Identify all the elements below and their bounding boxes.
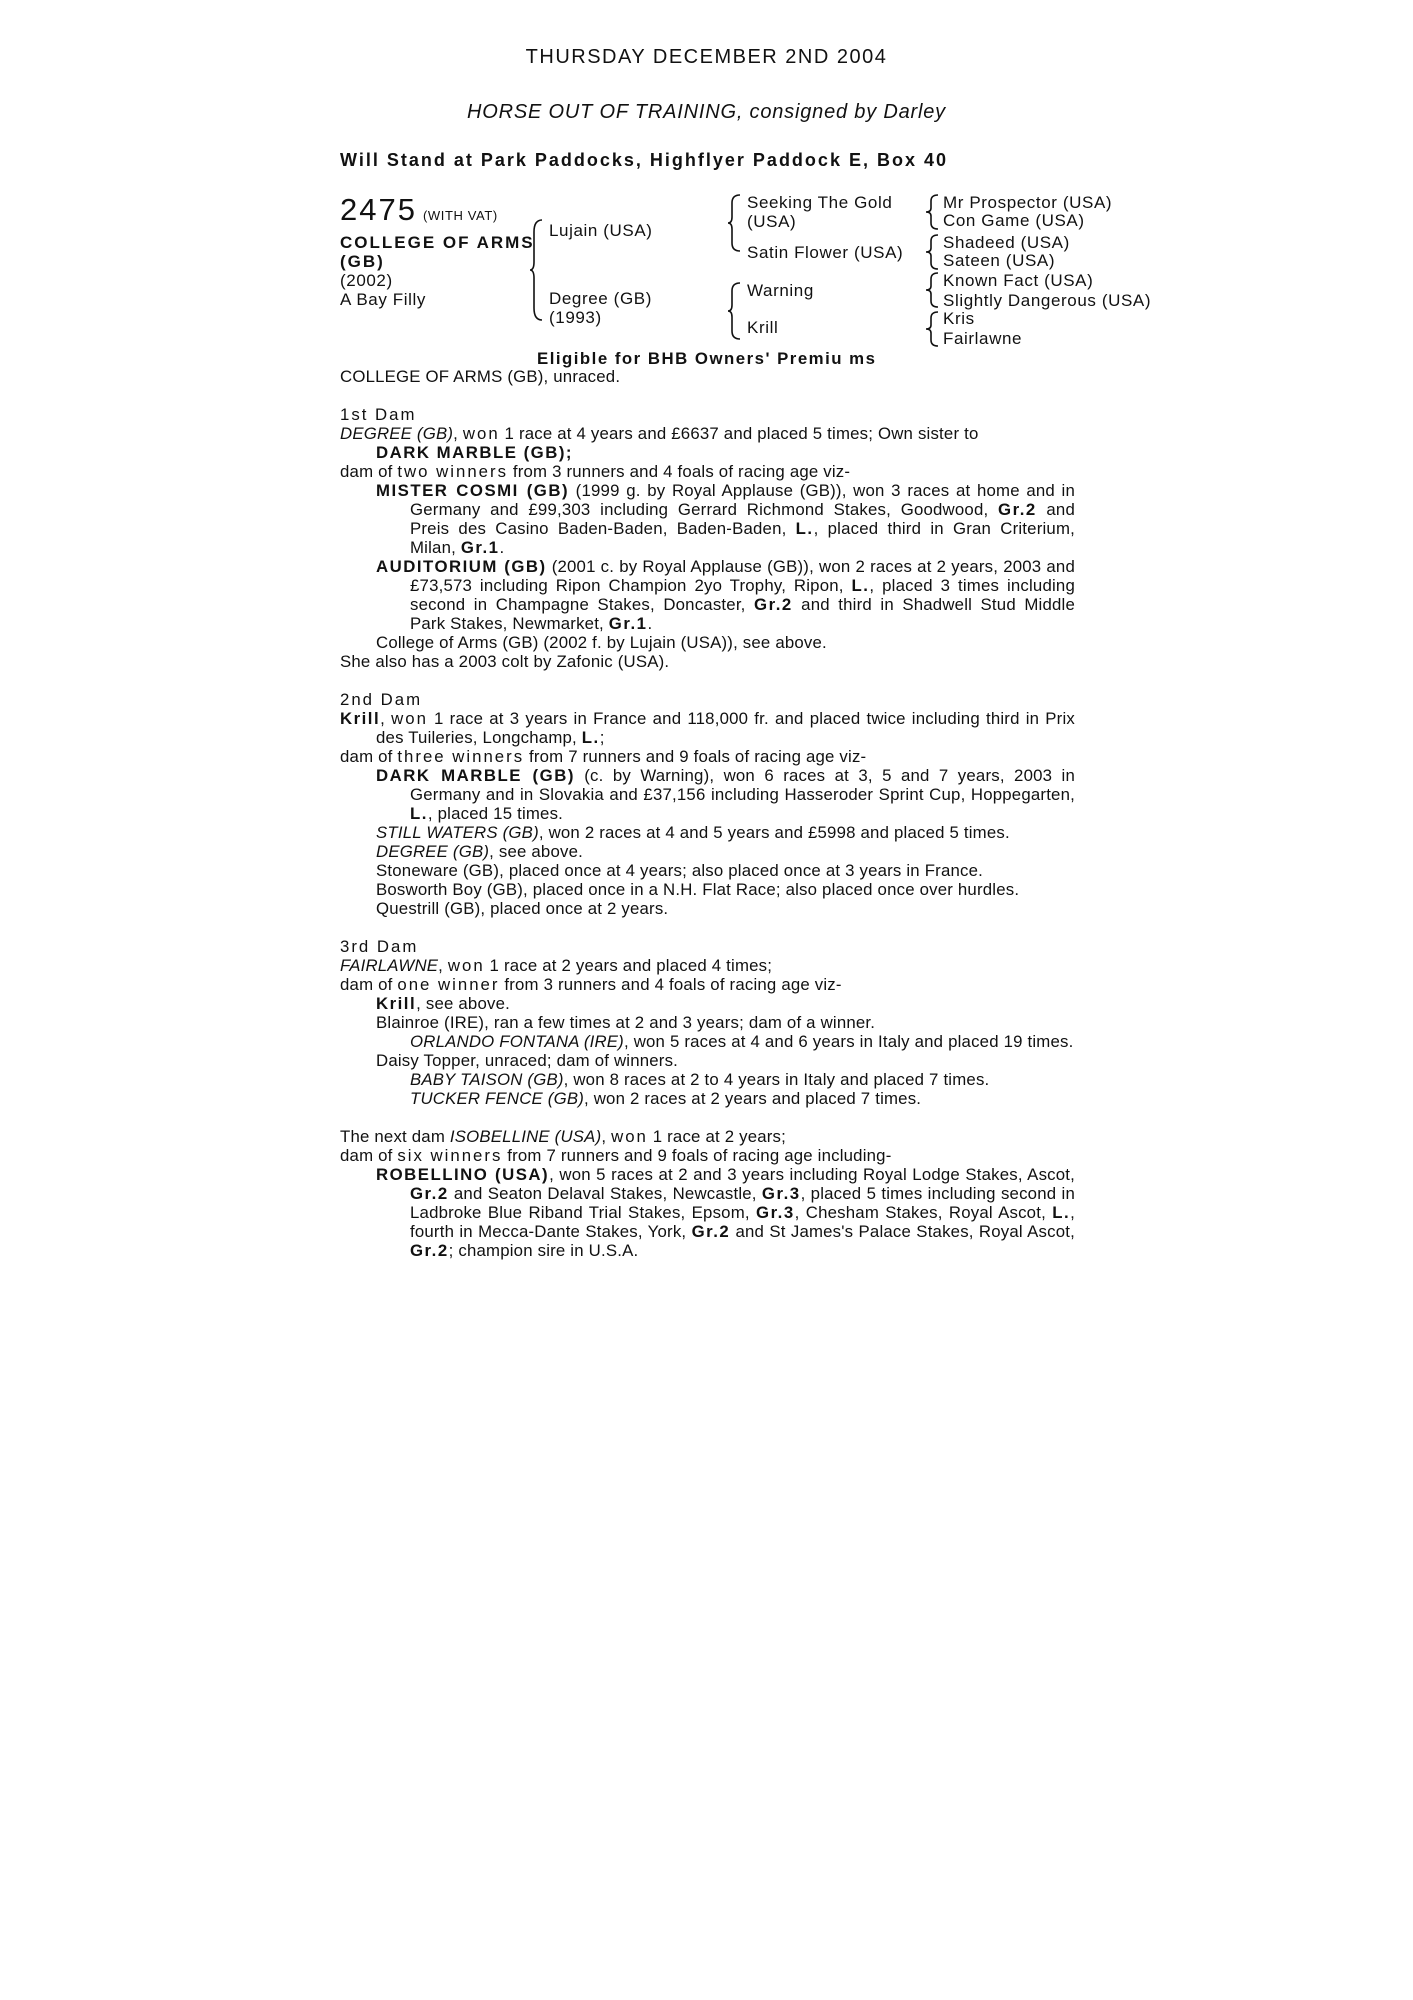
sale-date: THURSDAY DECEMBER 2ND 2004 <box>525 46 888 68</box>
second-dam-produce-1: DARK MARBLE (GB) (c. by Warning), won 6 races at 3, 5 and 7 years, 2003 in Germany and in Slovakia and £37,156 including Hasseroder Sprint Cup, Hoppegarten, L., placed 15 times. <box>376 766 1075 823</box>
pedigree-dam-sire: Warning <box>747 281 814 300</box>
next-dam-produce-1: ROBELLINO (USA), won 5 races at 2 and 3 years including Royal Lodge Stakes, Ascot, Gr.2 and Seaton Delaval Stakes, Newcastle, Gr.3, placed 5 times including second in Ladbroke Blue Riband Trial Stakes, Epsom, Gr.3, Chesham Stakes, Royal Ascot, L., fourth in Mecca-Dante Stakes, York, Gr.2 and St James's Palace Stakes, Royal Ascot, Gr.2; champion sire in U.S.A. <box>376 1165 1076 1260</box>
horse-year: (2002) <box>340 271 393 290</box>
pedigree-g7: Kris <box>943 309 975 328</box>
pedigree-brace-g3 <box>926 271 940 309</box>
second-dam-heading: 2nd Dam <box>340 690 423 709</box>
pedigree-brace-main <box>530 218 544 322</box>
pedigree-dam: Degree (GB) <box>549 289 652 308</box>
third-dam-grandproduce-2: BABY TAISON (GB), won 8 races at 2 to 4 years in Italy and placed 7 times. <box>410 1070 990 1089</box>
pedigree-brace-sire <box>728 193 742 253</box>
pedigree-g4: Sateen (USA) <box>943 251 1056 270</box>
pedigree-sire-dam: Satin Flower (USA) <box>747 243 904 262</box>
pedigree-sire: Lujain (USA) <box>549 221 653 240</box>
second-dam-produce-4: Stoneware (GB), placed once at 4 years; also placed once at 3 years in France. <box>376 861 983 880</box>
lot-number: 2475 <box>340 192 417 227</box>
horse-origin: (GB) <box>340 252 385 271</box>
vat-note: (WITH VAT) <box>422 208 498 223</box>
first-dam-note: She also has a 2003 colt by Zafonic (USA). <box>340 652 670 671</box>
second-dam-produce-3: DEGREE (GB), see above. <box>376 842 583 861</box>
third-dam-produce-1: Krill, see above. <box>376 994 510 1013</box>
next-dam-summary: dam of six winners from 7 runners and 9 foals of racing age including- <box>340 1146 892 1165</box>
pedigree-g8: Fairlawne <box>943 329 1023 348</box>
first-dam-summary: dam of two winners from 3 runners and 4 foals of racing age viz- <box>340 462 851 481</box>
eligibility-note: Eligible for BHB Owners' Premiu ms <box>537 349 877 368</box>
catalogue-body <box>340 367 1075 1260</box>
horse-name: COLLEGE OF ARMS <box>340 233 535 252</box>
third-dam-grandproduce-3: TUCKER FENCE (GB), won 2 races at 2 years and placed 7 times. <box>410 1089 922 1108</box>
pedigree-dam-dam: Krill <box>747 318 779 337</box>
pedigree-g3: Shadeed (USA) <box>943 233 1070 252</box>
pedigree-brace-dam <box>728 281 742 341</box>
pedigree-sire-sire-origin: (USA) <box>747 212 797 231</box>
intro-line: COLLEGE OF ARMS (GB), unraced. <box>340 367 621 386</box>
lot-block <box>340 192 498 228</box>
pedigree-brace-g4 <box>926 310 940 348</box>
consignment-line: HORSE OUT OF TRAINING, consigned by Darley <box>467 101 946 123</box>
first-dam-produce-1: MISTER COSMI (GB) (1999 g. by Royal Applause (GB)), won 3 races at home and in Germany and £99,303 including Gerrard Richmond Stakes, Goodwood, Gr.2 and Preis des Casino Baden-Baden, Baden-Baden, L., placed third in Gran Criterium, Milan, Gr.1. <box>376 481 1076 557</box>
pedigree-g5: Known Fact (USA) <box>943 271 1094 290</box>
next-dam-record: The next dam ISOBELLINE (USA), won 1 race at 2 years; <box>340 1127 787 1146</box>
third-dam-record: FAIRLAWNE, won 1 race at 2 years and placed 4 times; <box>340 956 773 975</box>
first-dam-produce-2: AUDITORIUM (GB) (2001 c. by Royal Applause (GB)), won 2 races at 2 years, 2003 and £73,573 including Ripon Champion 2yo Trophy, Ripon, L., placed 3 times including second in Champagne Stakes, Doncaster, Gr.2 and third in Shadwell Stud Middle Park Stakes, Newmarket, Gr.1. <box>376 557 1075 633</box>
second-dam-produce-6: Questrill (GB), placed once at 2 years. <box>376 899 669 918</box>
first-dam-record: DEGREE (GB), won 1 race at 4 years and £6637 and placed 5 times; Own sister to <box>340 424 979 443</box>
first-dam-heading: 1st Dam <box>340 405 417 424</box>
second-dam-record: Krill, won 1 race at 3 years in France and 118,000 fr. and placed twice including third in Prix des Tuileries, Longchamp, L.; <box>340 709 1075 747</box>
third-dam-produce-3: Daisy Topper, unraced; dam of winners. <box>376 1051 679 1070</box>
horse-description: A Bay Filly <box>340 290 426 309</box>
pedigree-g6: Slightly Dangerous (USA) <box>943 291 1152 310</box>
first-dam-sibling: DARK MARBLE (GB); <box>376 443 574 462</box>
first-dam-produce-3: College of Arms (GB) (2002 f. by Lujain (USA)), see above. <box>376 633 827 652</box>
pedigree-sire-sire: Seeking The Gold <box>747 193 893 212</box>
second-dam-produce-2: STILL WATERS (GB), won 2 races at 4 and 5 years and £5998 and placed 5 times. <box>376 823 1010 842</box>
second-dam-summary: dam of three winners from 7 runners and 9 foals of racing age viz- <box>340 747 867 766</box>
third-dam-heading: 3rd Dam <box>340 937 419 956</box>
pedigree-dam-year: (1993) <box>549 308 602 327</box>
pedigree-brace-g2 <box>926 233 940 271</box>
third-dam-grandproduce-1: ORLANDO FONTANA (IRE), won 5 races at 4 and 6 years in Italy and placed 19 times. <box>410 1032 1074 1051</box>
stand-location: Will Stand at Park Paddocks, Highflyer Paddock E, Box 40 <box>340 150 948 170</box>
third-dam-produce-2: Blainroe (IRE), ran a few times at 2 and 3 years; dam of a winner. <box>376 1013 876 1032</box>
pedigree-g1: Mr Prospector (USA) <box>943 193 1113 212</box>
second-dam-produce-5: Bosworth Boy (GB), placed once in a N.H. Flat Race; also placed once over hurdles. <box>376 880 1020 899</box>
pedigree-brace-g1 <box>926 193 940 231</box>
pedigree-g2: Con Game (USA) <box>943 211 1085 230</box>
third-dam-summary: dam of one winner from 3 runners and 4 foals of racing age viz- <box>340 975 842 994</box>
